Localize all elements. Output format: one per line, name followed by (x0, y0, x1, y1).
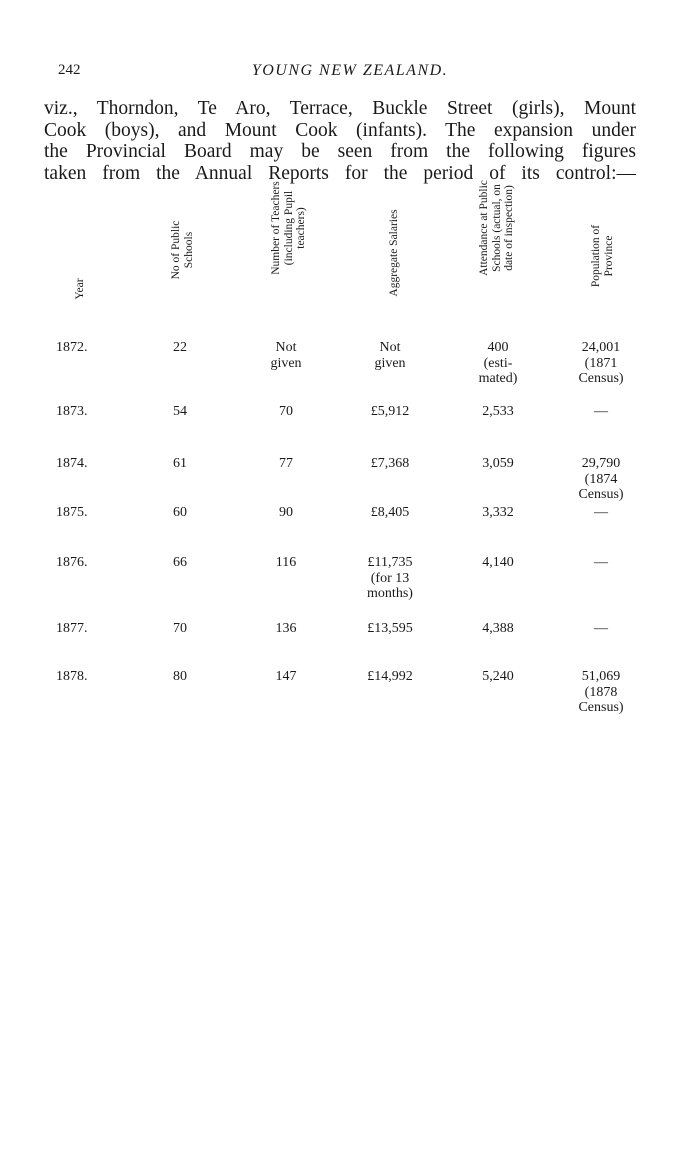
cell-population (558, 505, 644, 521)
cell-schools: 60 (173, 505, 187, 520)
cell-line: 116 (275, 555, 297, 570)
cell-line: 136 (275, 621, 297, 636)
page-number: 242 (58, 62, 81, 78)
cell-teachers (248, 340, 324, 371)
cell-year: 1872. (56, 340, 88, 355)
cell-line: — (594, 404, 608, 419)
cell-line: 70 (279, 404, 293, 419)
cell-line: given (374, 355, 406, 371)
cell-schools: 66 (173, 555, 187, 570)
cell-population (558, 456, 644, 503)
cell-population (558, 555, 644, 571)
column-header-line: date of inspection) (503, 184, 515, 271)
cell-line: Census) (578, 700, 624, 715)
cell-population (558, 621, 644, 637)
cell-line: 24,001 (581, 340, 621, 355)
cell-line: £7,368 (370, 456, 410, 471)
cell-teachers (248, 505, 324, 521)
cell-teachers (248, 621, 324, 637)
cell-salaries (344, 669, 436, 685)
cell-attendance (452, 621, 544, 637)
cell-line: £5,912 (370, 404, 410, 419)
cell-year: 1878. (56, 669, 88, 684)
column-header-line: Number of Teachers (270, 180, 282, 275)
cell-line: £14,992 (367, 669, 413, 684)
cell-attendance (452, 340, 544, 387)
cell-year: 1877. (56, 621, 88, 636)
cell-salaries (344, 404, 436, 420)
cell-line: Not (275, 340, 297, 355)
paragraph-line: viz., Thorndon, Te Aro, Terrace, Buckle Street (girls), Mount (44, 98, 636, 119)
cell-line: 2,533 (482, 404, 514, 419)
cell-line: (1878 (584, 684, 618, 700)
column-header-line: Province (602, 235, 615, 277)
cell-line: (esti- (483, 355, 513, 371)
cell-line: — (594, 621, 608, 636)
cell-schools: 80 (173, 669, 187, 684)
cell-line: 400 (487, 340, 509, 355)
cell-attendance (452, 505, 544, 521)
running-title: YOUNG NEW ZEALAND. (251, 62, 449, 79)
cell-attendance (452, 669, 544, 685)
cell-salaries (344, 456, 436, 472)
cell-line: Census) (578, 487, 624, 502)
cell-line: 4,140 (482, 555, 514, 570)
cell-line: 90 (279, 505, 293, 520)
cell-line: Census) (578, 371, 624, 386)
paragraph-line: Cook (boys), and Mount Cook (infants). The expansion under (44, 119, 636, 141)
cell-line: 29,790 (581, 456, 621, 471)
column-header-line: Year (74, 277, 86, 300)
cell-line: — (594, 555, 608, 570)
cell-schools: 54 (173, 404, 187, 419)
column-header-line: Aggregate Salaries (388, 208, 400, 297)
cell-line: given (270, 355, 302, 371)
cell-line: 51,069 (581, 669, 621, 684)
paragraph-line: the Provincial Board may be seen from the following figures (44, 141, 636, 163)
cell-line: (1871 (584, 355, 618, 371)
column-header-line: No of Public (170, 220, 182, 280)
cell-line: Not (379, 340, 401, 355)
cell-line: 77 (279, 456, 293, 471)
paragraph-line: taken from the Annual Reports for the period of its control:— (44, 162, 636, 184)
body-paragraph (44, 98, 636, 184)
cell-teachers (248, 404, 324, 420)
cell-teachers (248, 555, 324, 571)
table-header (0, 179, 700, 331)
cell-line: 4,388 (482, 621, 514, 636)
column-header-line: Schools (actual, on (490, 183, 503, 272)
cell-attendance (452, 555, 544, 571)
cell-salaries (344, 621, 436, 637)
column-header-line: Population of (590, 224, 602, 288)
cell-line: 3,332 (482, 505, 514, 520)
cell-schools: 61 (173, 456, 187, 471)
cell-population (558, 669, 644, 716)
cell-teachers (248, 456, 324, 472)
cell-attendance (452, 456, 544, 472)
cell-population (558, 340, 644, 387)
cell-year: 1873. (56, 404, 88, 419)
cell-line: — (594, 505, 608, 520)
cell-year: 1875. (56, 505, 88, 520)
column-header-line: (including Pupil (282, 190, 295, 265)
cell-salaries (344, 555, 436, 602)
cell-year: 1874. (56, 456, 88, 471)
cell-line: (1874 (584, 471, 618, 487)
cell-line: £8,405 (370, 505, 410, 520)
cell-line: £13,595 (367, 621, 413, 636)
cell-year: 1876. (56, 555, 88, 570)
cell-attendance (452, 404, 544, 420)
cell-line: (for 13 (370, 570, 410, 586)
cell-teachers (248, 669, 324, 685)
cell-line: 5,240 (482, 669, 514, 684)
cell-line: mated) (478, 371, 518, 386)
cell-schools: 70 (173, 621, 187, 636)
cell-population (558, 404, 644, 420)
cell-schools: 22 (173, 340, 187, 355)
column-header-line: Schools (182, 231, 195, 269)
column-header-line: Attendance at Public (478, 179, 490, 276)
cell-line: 147 (275, 669, 297, 684)
page-header (0, 62, 700, 86)
cell-line: £11,735 (367, 555, 413, 570)
cell-salaries (344, 505, 436, 521)
cell-line: 3,059 (482, 456, 514, 471)
cell-salaries (344, 340, 436, 371)
cell-line: months) (367, 586, 413, 601)
column-header-line: teachers) (295, 206, 307, 249)
